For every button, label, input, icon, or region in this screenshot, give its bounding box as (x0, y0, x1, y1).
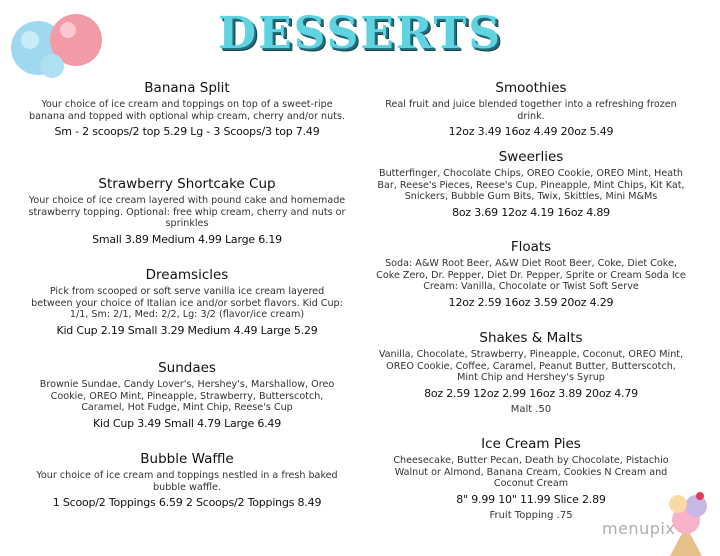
item-description: Your choice of ice cream layered with pound cake and homemade strawberry topping. Optional: free whip cream, cherry and nuts or sprinkles (28, 195, 346, 229)
page-title: DESSERTS (217, 8, 503, 59)
menu-item-shakes-malts (376, 330, 686, 416)
item-description: Your choice of ice cream and toppings on top of a sweet-ripe banana and topped with optional whip cream, cherry and/or nuts. (28, 99, 345, 122)
item-name: Floats (510, 239, 552, 255)
menupix-watermark: menupix (602, 519, 676, 538)
item-price: 8oz 3.69 12oz 4.19 16oz 4.89 (452, 205, 610, 219)
item-description: Real fruit and juice blended together into a refreshing frozen drink. (385, 99, 677, 122)
menu-item-smoothies (376, 80, 686, 139)
item-description: Pick from scooped or soft serve vanilla ice cream layered between your choice of Italian ice and/or sorbet flavors. Kid Cup: 1/1, Sm: 2/1, Med: 2/2, Lg: 3/2 (flavor/ice cream) (31, 286, 343, 320)
item-extra: Malt .50 (510, 403, 552, 415)
item-name: Banana Split (144, 80, 230, 96)
item-price: 8oz 2.59 12oz 2.99 16oz 3.89 20oz 4.79 (424, 386, 638, 400)
menu-item-banana-split (28, 80, 346, 139)
item-name: Dreamsicles (145, 267, 229, 283)
item-description: Cheesecake, Butter Pecan, Death by Chocolate, Pistachio Walnut or Almond, Banana Cream, Cookies N Cream and Coconut Cream (393, 455, 669, 489)
item-name: Shakes & Malts (479, 330, 583, 346)
item-price: Kid Cup 3.49 Small 4.79 Large 6.49 (92, 416, 282, 430)
item-description: Brownie Sundae, Candy Lover's, Hershey's, Marshallow, Oreo Cookie, OREO Mint, Pineapple, Strawberry, Butterscotch, Caramel, Hot Fudge, Mint Chip, Reese's Cup (39, 379, 335, 413)
item-price: 12oz 2.59 16oz 3.59 20oz 4.29 (448, 295, 614, 309)
item-price: 12oz 3.49 16oz 4.49 20oz 5.49 (448, 125, 614, 138)
menu-item-bubble-waffle (28, 451, 346, 510)
item-description: Soda: A&W Root Beer, A&W Diet Root Beer, Coke, Diet Coke, Coke Zero, Dr. Pepper, Diet Dr. Pepper, Sprite or Cream Soda Ice Cream: Vanilla, Chocolate or Twist Soft Serve (376, 258, 686, 292)
item-price: Sm - 2 scoops/2 top 5.29 Lg - 3 Scoops/3 top 7.49 (54, 125, 320, 138)
item-price: Kid Cup 2.19 Small 3.29 Medium 4.49 Large 5.29 (56, 323, 318, 337)
item-name: Sweerlies (498, 149, 564, 165)
item-name: Ice Cream Pies (481, 436, 581, 452)
item-price: 8" 9.99 10" 11.99 Slice 2.89 (456, 492, 606, 506)
menu-item-floats (376, 239, 686, 310)
menu-item-strawberry-shortcake (28, 176, 346, 247)
item-description: Your choice of ice cream and toppings nestled in a fresh baked bubble waffle. (36, 470, 338, 493)
item-name: Sundaes (158, 360, 216, 376)
item-name: Bubble Waffle (140, 451, 234, 467)
item-description: Vanilla, Chocolate, Strawberry, Pineapple, Coconut, OREO Mint, OREO Cookie, Coffee, Caramel, Peanut Butter, Butterscotch, Mint Chip and Hershey's Syrup (378, 349, 684, 383)
item-price: Small 3.89 Medium 4.99 Large 6.19 (92, 232, 282, 246)
menu-item-sweerlies (376, 149, 686, 220)
item-name: Smoothies (495, 80, 567, 96)
item-description: Butterfinger, Chocolate Chips, OREO Cookie, OREO Mint, Heath Bar, Reese's Pieces, Reese's Cup, Pineapple, Mint Chips, Kit Kat, Snickers, Bubble Gum Bits, Twix, Skittles, Mini M&Ms (377, 168, 685, 202)
item-name: Strawberry Shortcake Cup (98, 176, 276, 192)
item-price: 1 Scoop/2 Toppings 6.59 2 Scoops/2 Toppings 8.49 (52, 496, 322, 509)
menu-item-dreamsicles (28, 267, 346, 338)
item-extra: Fruit Topping .75 (489, 509, 573, 521)
menu-item-sundaes (28, 360, 346, 431)
